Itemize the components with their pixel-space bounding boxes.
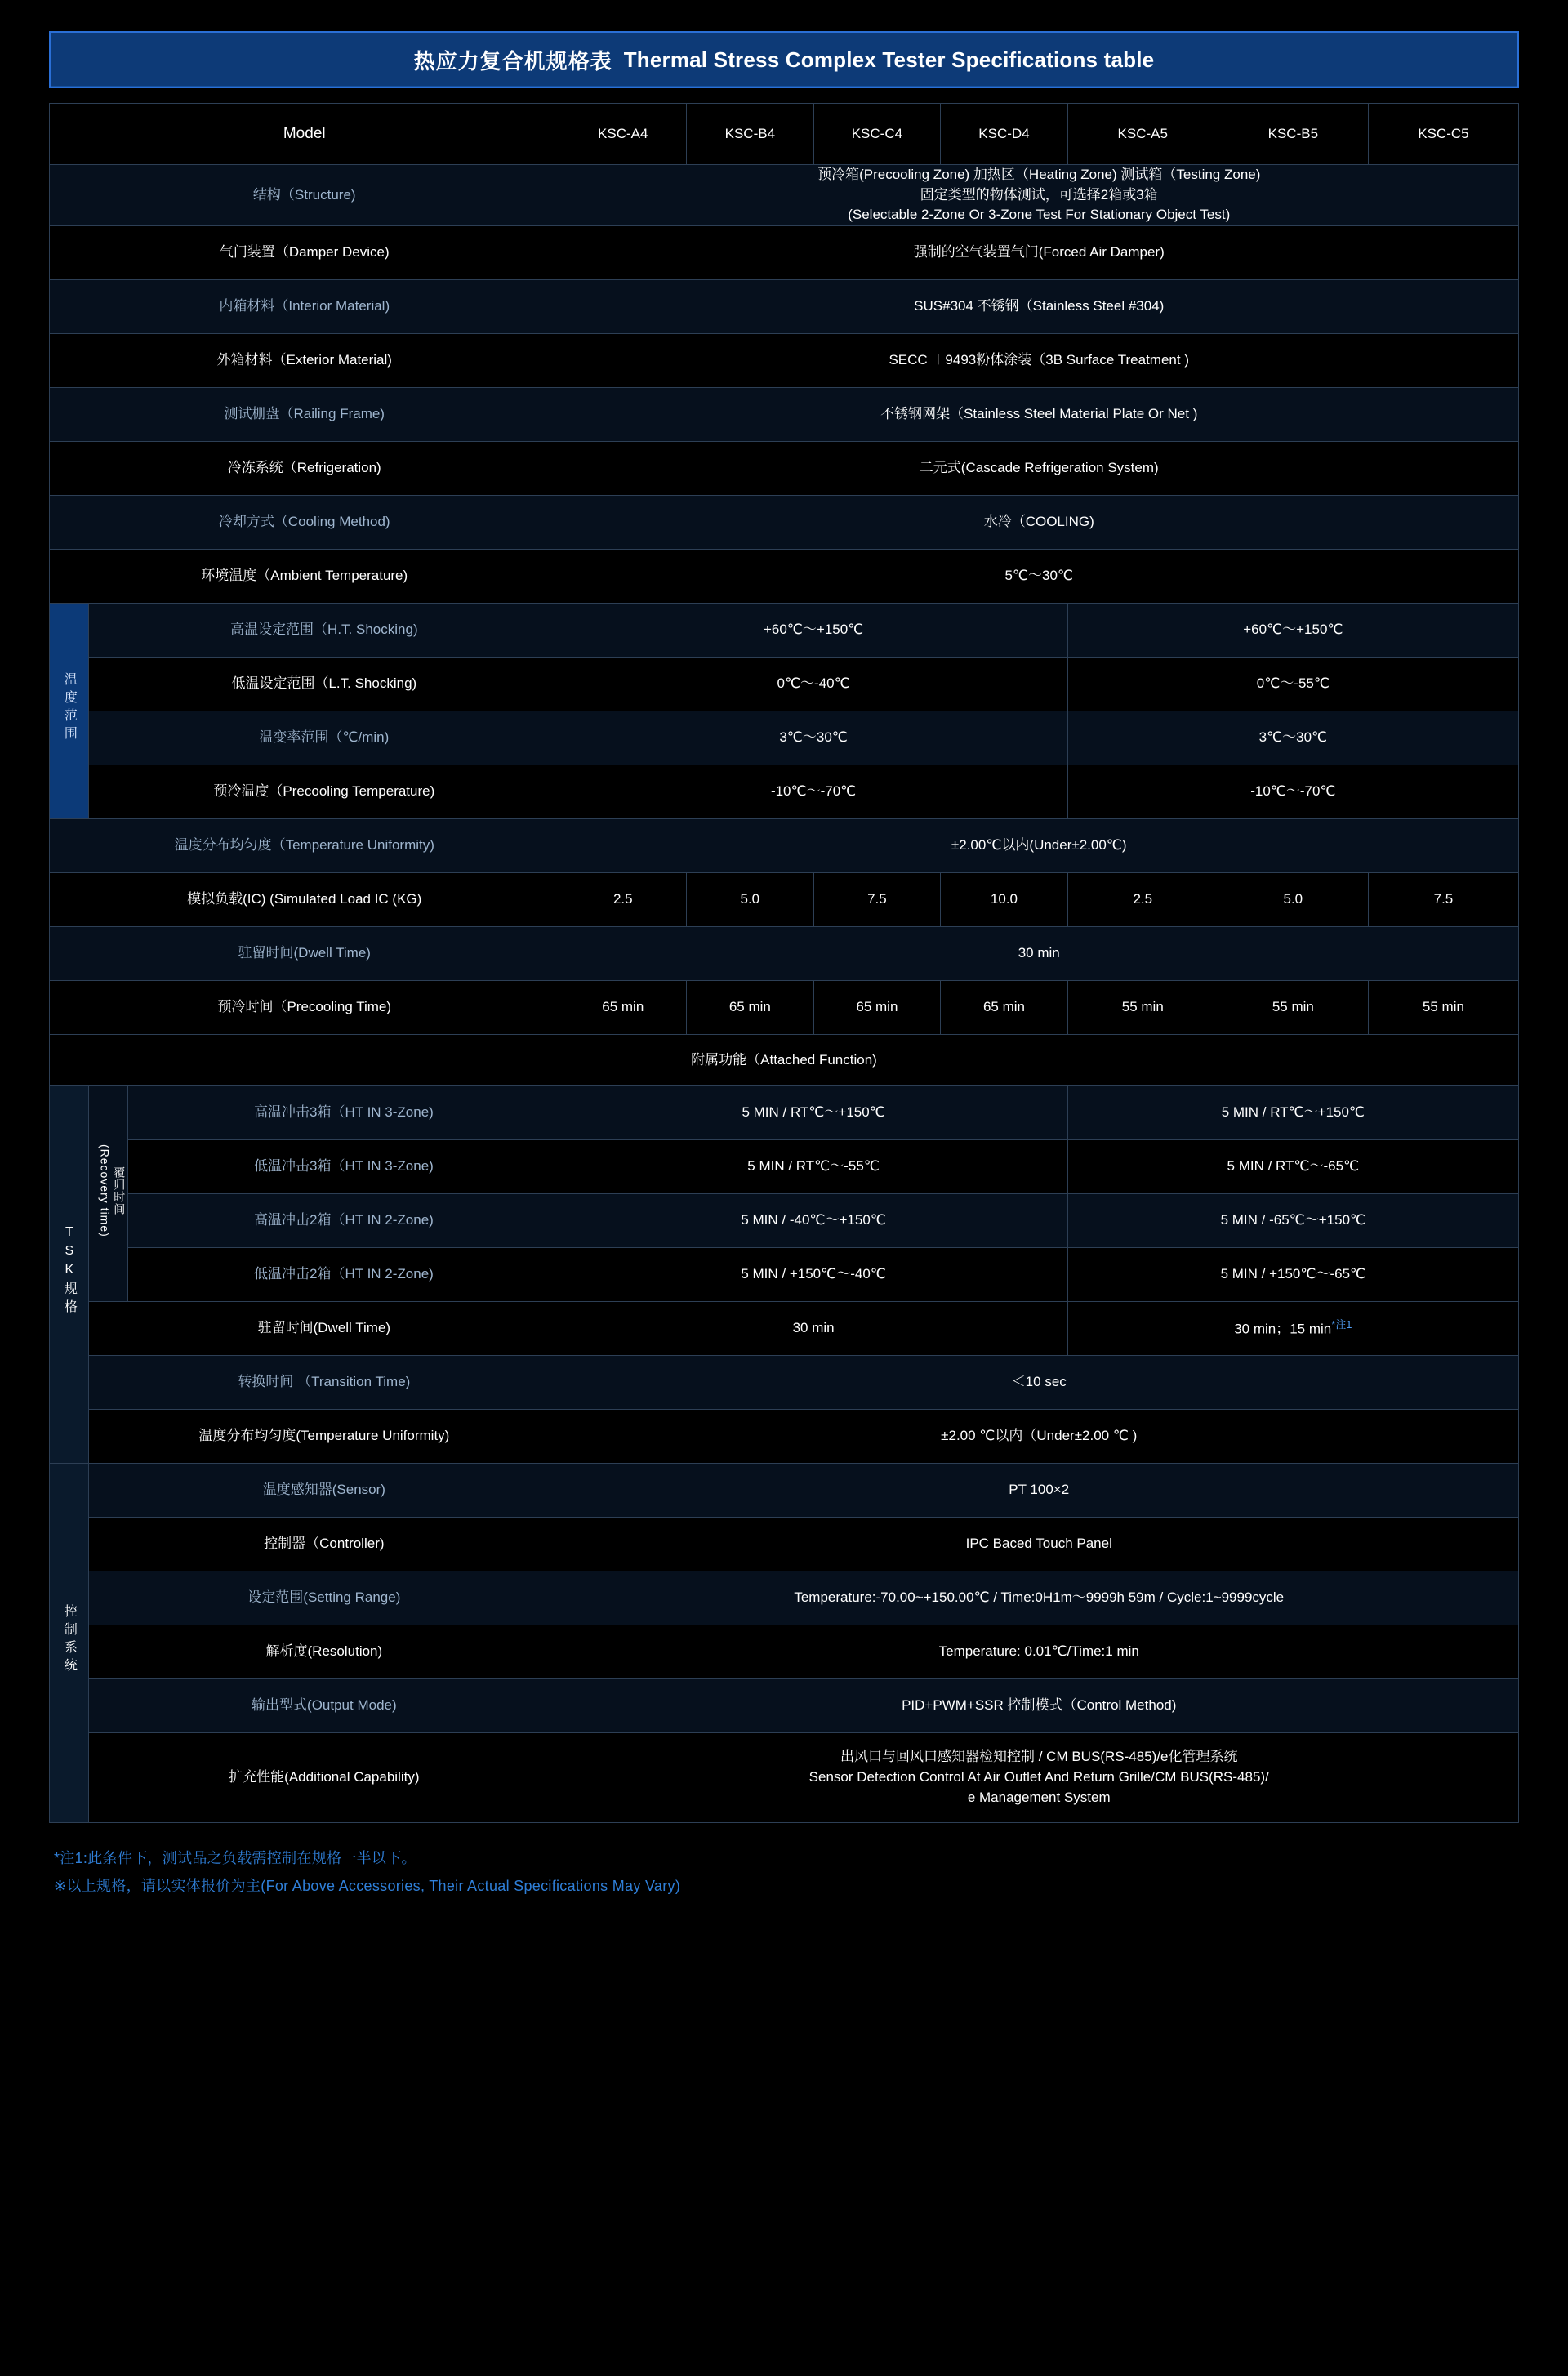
row-dwell-time (50, 926, 1519, 980)
precool-temp-label: 预冷温度（Precooling Temperature) (89, 765, 559, 818)
row-sensor (50, 1463, 1519, 1517)
tsk-group-text: TSK规格 (62, 1225, 77, 1318)
precool-temp-left: -10℃～-70℃ (559, 765, 1067, 818)
lt-shocking-left: 0℃～-40℃ (559, 657, 1067, 711)
precool-time-5: 55 min (1218, 980, 1368, 1034)
sim-load-3: 10.0 (941, 872, 1068, 926)
dwell2-left: 30 min (559, 1301, 1067, 1355)
row-ht3 (50, 1085, 1519, 1139)
uniformity-label: 温度分布均匀度（Temperature Uniformity) (50, 818, 559, 872)
row-resolution (50, 1625, 1519, 1678)
precool-time-6: 55 min (1368, 980, 1518, 1034)
specifications-table (49, 103, 1519, 1823)
row-output-mode (50, 1678, 1519, 1732)
resolution-label: 解析度(Resolution) (89, 1625, 559, 1678)
interior-value: SUS#304 不锈钢（Stainless Steel #304) (559, 279, 1519, 333)
recovery-time-group-label (89, 1085, 128, 1301)
lt-shocking-right: 0℃～-55℃ (1067, 657, 1518, 711)
precool-time-label: 预冷时间（Precooling Time) (50, 980, 559, 1034)
precool-time-1: 65 min (687, 980, 814, 1034)
model-col-2: KSC-C4 (813, 104, 941, 165)
interior-label: 内箱材料（Interior Material) (50, 279, 559, 333)
row-railing (50, 387, 1519, 441)
table-header-row (50, 104, 1519, 165)
additional-label: 扩充性能(Additional Capability) (89, 1732, 559, 1822)
additional-line-1: 出风口与回风口感知器检知控制 / CM BUS(RS-485)/e化管理系统 (840, 1749, 1238, 1765)
dwell-value: 30 min (559, 926, 1519, 980)
model-col-1: KSC-B4 (687, 104, 814, 165)
row-damper (50, 225, 1519, 279)
footnote-1: *注1:此条件下，测试品之负载需控制在规格一半以下。 (54, 1849, 416, 1866)
row-refrigeration (50, 441, 1519, 495)
setting-range-label: 设定范围(Setting Range) (89, 1571, 559, 1625)
control-system-group-label (50, 1463, 89, 1822)
lt3-right: 5 MIN / RT℃～-65℃ (1067, 1139, 1518, 1193)
cooling-value: 水冷（COOLING) (559, 495, 1519, 549)
exterior-value: SECC ＋9493粉体涂装（3B Surface Treatment ) (559, 333, 1519, 387)
recovery-time-text: 覆归时间 (Recovery time) (98, 1143, 127, 1237)
railing-value: 不锈钢网架（Stainless Steel Material Plate Or Net ) (559, 387, 1519, 441)
structure-label: 结构（Structure) (50, 165, 559, 226)
tsk-group-label (50, 1085, 89, 1463)
row-precooling-time (50, 980, 1519, 1034)
rate-left: 3℃～30℃ (559, 711, 1067, 765)
row-lt-shocking (50, 657, 1519, 711)
row-uniformity (50, 818, 1519, 872)
sim-load-4: 2.5 (1067, 872, 1218, 926)
setting-range-value: Temperature:-70.00~+150.00℃ / Time:0H1m～9999h 59m / Cycle:1~9999cycle (559, 1571, 1519, 1625)
precool-time-3: 65 min (941, 980, 1068, 1034)
sim-load-5: 5.0 (1218, 872, 1368, 926)
footnote-2: ※以上规格，请以实体报价为主(For Above Accessories, Their Actual Specifications May Vary) (54, 1878, 681, 1895)
dwell2-label: 驻留时间(Dwell Time) (89, 1301, 559, 1355)
row-interior (50, 279, 1519, 333)
damper-value: 强制的空气装置气门(Forced Air Damper) (559, 225, 1519, 279)
ht-shocking-label: 高温设定范围（H.T. Shocking) (89, 603, 559, 657)
lt3-label: 低温冲击3箱（HT IN 3-Zone) (128, 1139, 559, 1193)
lt3-left: 5 MIN / RT℃～-55℃ (559, 1139, 1067, 1193)
model-col-3: KSC-D4 (941, 104, 1068, 165)
temp-range-group-label (50, 603, 89, 818)
sim-load-6: 7.5 (1368, 872, 1518, 926)
ambient-value: 5℃～30℃ (559, 549, 1519, 603)
additional-line-3: e Management System (967, 1789, 1111, 1805)
row-controller (50, 1517, 1519, 1571)
sensor-label: 温度感知器(Sensor) (89, 1463, 559, 1517)
row-ambient (50, 549, 1519, 603)
control-system-group-text: 控制系统 (62, 1603, 77, 1676)
sim-load-2: 7.5 (813, 872, 941, 926)
resolution-value: Temperature: 0.01℃/Time:1 min (559, 1625, 1519, 1678)
uniformity2-value: ±2.00 ℃以内（Under±2.00 ℃ ) (559, 1409, 1519, 1463)
dwell2-right (1067, 1301, 1518, 1355)
model-col-5: KSC-B5 (1218, 104, 1368, 165)
row-dwell-time-2 (50, 1301, 1519, 1355)
uniformity-value: ±2.00℃以内(Under±2.00℃) (559, 818, 1519, 872)
railing-label: 测试栅盘（Railing Frame) (50, 387, 559, 441)
structure-line-1: 预冷箱(Precooling Zone) 加热区（Heating Zone) 测试箱（Testing Zone) (817, 167, 1261, 182)
ht-shocking-left: +60℃～+150℃ (559, 603, 1067, 657)
sim-load-0: 2.5 (559, 872, 687, 926)
ht2-right: 5 MIN / -65℃～+150℃ (1067, 1193, 1518, 1247)
document-title-bar (49, 31, 1519, 88)
damper-label: 气门装置（Damper Device) (50, 225, 559, 279)
dwell-label: 驻留时间(Dwell Time) (50, 926, 559, 980)
precool-time-2: 65 min (813, 980, 941, 1034)
row-transition-time (50, 1355, 1519, 1409)
lt2-label: 低温冲击2箱（HT IN 2-Zone) (128, 1247, 559, 1301)
ht3-right: 5 MIN / RT℃～+150℃ (1067, 1085, 1518, 1139)
refrigeration-label: 冷冻系统（Refrigeration) (50, 441, 559, 495)
attached-function-title: 附属功能（Attached Function) (50, 1034, 1519, 1085)
precool-temp-right: -10℃～-70℃ (1067, 765, 1518, 818)
ht2-label: 高温冲击2箱（HT IN 2-Zone) (128, 1193, 559, 1247)
refrigeration-value: 二元式(Cascade Refrigeration System) (559, 441, 1519, 495)
lt-shocking-label: 低温设定范围（L.T. Shocking) (89, 657, 559, 711)
lt2-left: 5 MIN / +150℃～-40℃ (559, 1247, 1067, 1301)
footnotes (49, 1844, 1519, 1900)
uniformity2-label: 温度分布均匀度(Temperature Uniformity) (89, 1409, 559, 1463)
model-col-6: KSC-C5 (1368, 104, 1518, 165)
rate-label: 温变率范围（℃/min) (89, 711, 559, 765)
row-ht2 (50, 1193, 1519, 1247)
ht-shocking-right: +60℃～+150℃ (1067, 603, 1518, 657)
ht3-label: 高温冲击3箱（HT IN 3-Zone) (128, 1085, 559, 1139)
exterior-label: 外箱材料（Exterior Material) (50, 333, 559, 387)
dwell2-right-value: 30 min；15 min (1234, 1321, 1332, 1337)
lt2-right: 5 MIN / +150℃～-65℃ (1067, 1247, 1518, 1301)
row-additional-capability (50, 1732, 1519, 1822)
ambient-label: 环境温度（Ambient Temperature) (50, 549, 559, 603)
additional-value (559, 1732, 1519, 1822)
controller-label: 控制器（Controller) (89, 1517, 559, 1571)
row-ht-shocking (50, 603, 1519, 657)
structure-line-2: 固定类型的物体测试，可选择2箱或3箱 (920, 186, 1158, 203)
output-mode-label: 输出型式(Output Mode) (89, 1678, 559, 1732)
rate-right: 3℃～30℃ (1067, 711, 1518, 765)
additional-line-2: Sensor Detection Control At Air Outlet And Return Grille/CM BUS(RS-485)/ (808, 1769, 1269, 1785)
sensor-value: PT 100×2 (559, 1463, 1519, 1517)
row-lt2 (50, 1247, 1519, 1301)
content-container (49, 0, 1519, 1900)
row-setting-range (50, 1571, 1519, 1625)
row-uniformity-2 (50, 1409, 1519, 1463)
controller-value: IPC Baced Touch Panel (559, 1517, 1519, 1571)
structure-value (559, 165, 1519, 226)
row-simulated-load (50, 872, 1519, 926)
title-chinese: 热应力复合机规格表 (413, 48, 612, 74)
ht3-left: 5 MIN / RT℃～+150℃ (559, 1085, 1067, 1139)
precool-time-0: 65 min (559, 980, 687, 1034)
model-col-4: KSC-A5 (1067, 104, 1218, 165)
row-attached-function-title (50, 1034, 1519, 1085)
transition-value: ＜10 sec (559, 1355, 1519, 1409)
title-english: Thermal Stress Complex Tester Specifications table (623, 47, 1155, 72)
row-lt3 (50, 1139, 1519, 1193)
row-rate (50, 711, 1519, 765)
model-col-0: KSC-A4 (559, 104, 687, 165)
output-mode-value: PID+PWM+SSR 控制模式（Control Method) (559, 1678, 1519, 1732)
simulated-load-label: 模拟负载(IC) (Simulated Load IC (KG) (50, 872, 559, 926)
precool-time-4: 55 min (1067, 980, 1218, 1034)
row-cooling (50, 495, 1519, 549)
cooling-label: 冷却方式（Cooling Method) (50, 495, 559, 549)
transition-label: 转换时间 （Transition Time) (89, 1355, 559, 1409)
sim-load-1: 5.0 (687, 872, 814, 926)
structure-line-3: (Selectable 2-Zone Or 3-Zone Test For Stationary Object Test) (848, 207, 1231, 223)
row-exterior (50, 333, 1519, 387)
row-precool-temp (50, 765, 1519, 818)
model-header: Model (50, 104, 559, 165)
row-structure (50, 165, 1519, 226)
dwell2-footnote-marker: *注1 (1331, 1317, 1352, 1331)
ht2-left: 5 MIN / -40℃～+150℃ (559, 1193, 1067, 1247)
temp-range-group-text: 温度范围 (62, 671, 77, 744)
